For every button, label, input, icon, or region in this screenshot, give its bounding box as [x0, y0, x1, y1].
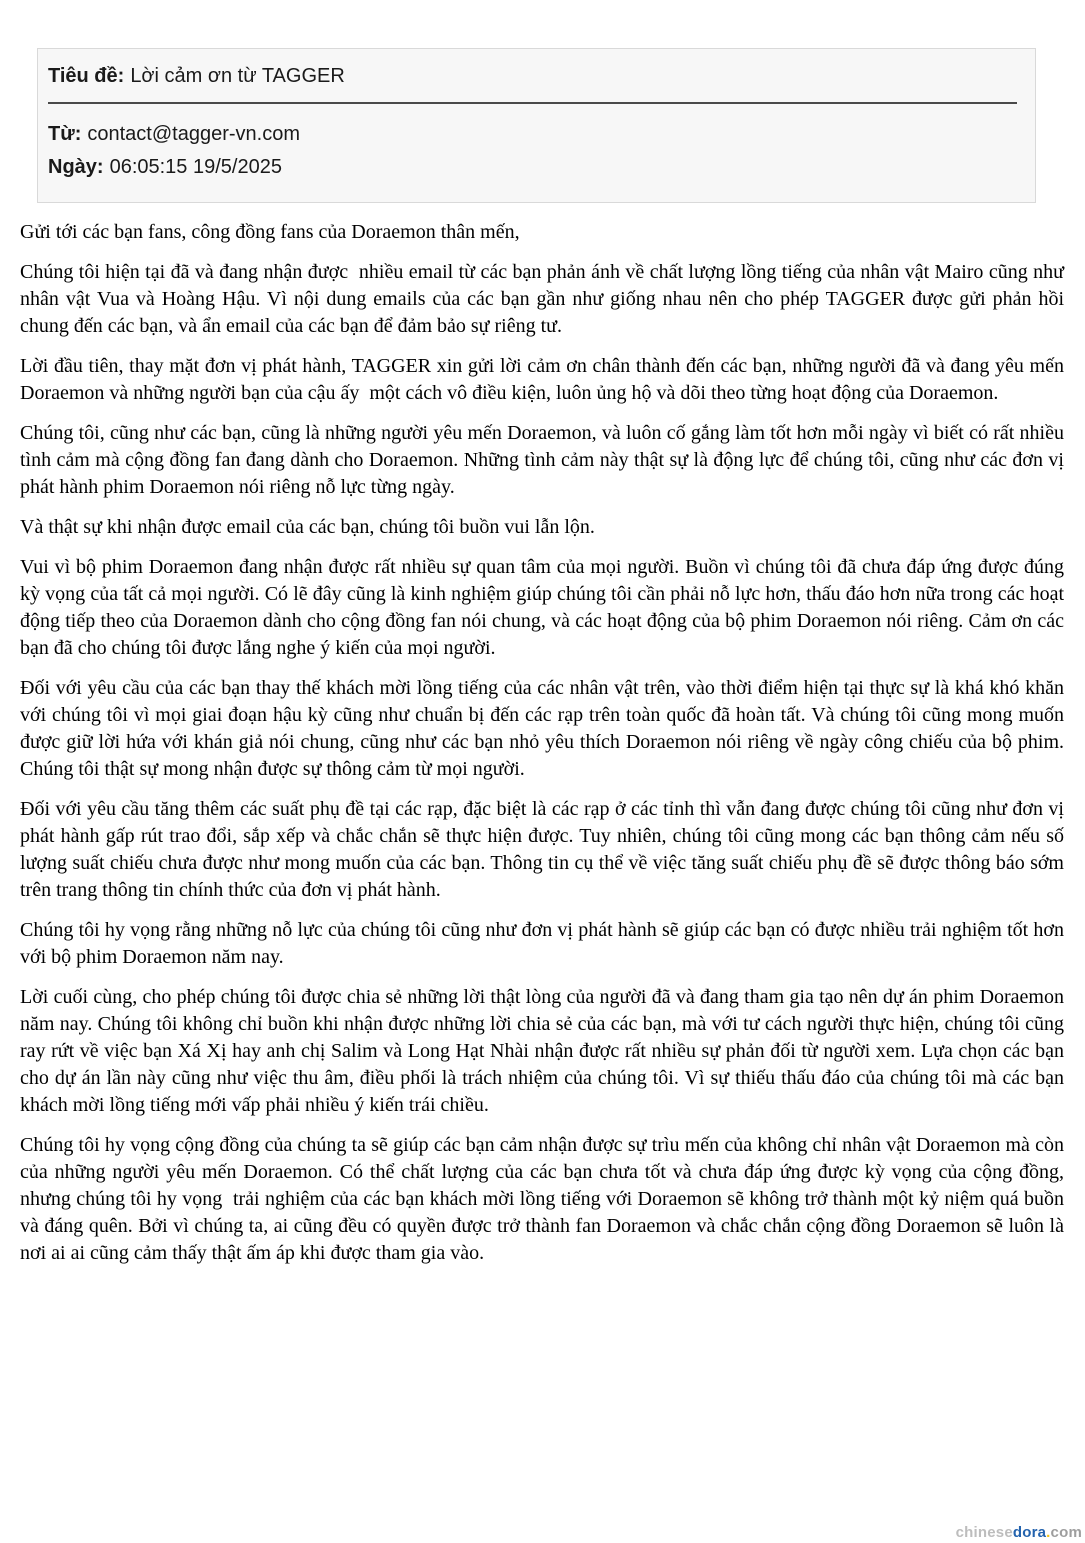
- email-from-row: [48, 118, 1025, 151]
- email-paragraph: Đối với yêu cầu của các bạn thay thế khách mời lồng tiếng của các nhân vật trên, vào thời điểm hiện tại thực sự là khá khó khăn với chúng tôi vì mọi giai đoạn hậu kỳ cũng như chuẩn bị đến các rạp trên toàn quốc đã hoàn tất. Và chúng tôi cũng mong muốn được giữ lời hứa với khán giả nói chung, cũng như các bạn nhỏ yêu thích Doraemon nói riêng về ngày công chiếu của bộ phim. Chúng tôi thật sự mong nhận được sự thông cảm từ mọi người.: [20, 677, 1069, 780]
- email-paragraph: Chúng tôi hy vọng cộng đồng của chúng ta sẽ giúp các bạn cảm nhận được sự trìu mến của không chỉ nhân vật Doraemon mà còn của những người yêu mến Doraemon. Có thể chất lượng của các bạn chưa tốt và chưa đáp ứng được kỳ vọng của cộng đồng, nhưng chúng tôi hy vọng trải nghiệm của các bạn khách mời lồng tiếng với Doraemon sẽ không trở thành một kỷ niệm quá buồn và đáng quên. Bởi vì chúng ta, ai cũng đều có quyền được trở thành fan Doraemon và chắc chắn cộng đồng Doraemon sẽ luôn là nơi ai ai cũng cảm thấy thật ấm áp khi được tham gia vào.: [20, 1134, 1069, 1264]
- watermark-part-chinese: chinese: [955, 1524, 1013, 1541]
- email-paragraph: Chúng tôi, cũng như các bạn, cũng là những người yêu mến Doraemon, và luôn cố gắng làm tốt hơn mỗi ngày vì biết có rất nhiều tình cảm mà cộng đồng fan đang dành cho Doraemon. Những tình cảm này thật sự là động lực để chúng tôi, cũng như các đơn vị phát hành phim Doraemon nói riêng nỗ lực từng ngày.: [20, 422, 1074, 498]
- subject-label: Tiêu đề:: [48, 65, 125, 87]
- email-paragraph: Gửi tới các bạn fans, công đồng fans của Doraemon thân mến,: [20, 221, 520, 243]
- date-label: Ngày:: [48, 156, 104, 178]
- date-value: 06:05:15 19/5/2025: [109, 156, 282, 178]
- chinesedora-watermark: [956, 1524, 1082, 1541]
- watermark-part-com: com: [1050, 1524, 1082, 1541]
- email-header-box: [37, 48, 1036, 203]
- email-paragraph: Chúng tôi hiện tại đã và đang nhận được nhiều email từ các bạn phản ánh về chất lượng lồng tiếng của nhân vật Mairo cũng như nhân vật Vua và Hoàng Hậu. Vì nội dung emails của các bạn gần như giống nhau nên cho phép TAGGER được gửi phản hồi chung đến các bạn, và ẩn email của các bạn để đảm bảo sự riêng tư.: [20, 261, 1069, 337]
- email-subject-row: [48, 63, 1025, 89]
- header-divider: [48, 102, 1017, 104]
- email-paragraph: Lời cuối cùng, cho phép chúng tôi được chia sẻ những lời thật lòng của người đã và đang tham gia tạo nên dự án phim Doraemon năm nay. Chúng tôi không chỉ buồn khi nhận được những lời chia sẻ của các bạn, mà với tư cách người thực hiện, chúng tôi cũng ray rứt về việc bạn Xá Xị hay anh chị Salim và Long Hạt Nhài nhận được rất nhiều sự phản đối từ người xem. Lựa chọn các bạn cho dự án lần này cũng như việc thu âm, điều phối là trách nhiệm của chúng tôi. Vì sự thiếu thấu đáo của chúng tôi mà các bạn khách mời lồng tiếng mới vấp phải nhiều ý kiến trái chiều.: [20, 986, 1069, 1116]
- from-label: Từ:: [48, 123, 82, 145]
- email-page: [0, 48, 1085, 1543]
- subject-value: Lời cảm ơn từ TAGGER: [130, 65, 345, 87]
- email-paragraph: Lời đầu tiên, thay mặt đơn vị phát hành, TAGGER xin gửi lời cảm ơn chân thành đến các bạn, những người đã và đang yêu mến Doraemon và những người bạn của cậu ấy một cách vô điều kiện, luôn ủng hộ và dõi theo từng hoạt động của Doraemon.: [20, 355, 1069, 404]
- from-value: contact@tagger-vn.com: [87, 123, 300, 145]
- email-body: [20, 219, 1074, 1267]
- watermark-part-dot: .: [1046, 1524, 1051, 1541]
- email-paragraph: Và thật sự khi nhận được email của các bạn, chúng tôi buồn vui lẫn lộn.: [20, 516, 595, 538]
- email-paragraph: Đối với yêu cầu tăng thêm các suất phụ đề tại các rạp, đặc biệt là các rạp ở các tỉnh thì vẫn đang được chúng tôi cũng như đơn vị phát hành gấp rút trao đổi, sắp xếp và chắc chắn sẽ thực hiện được. Tuy nhiên, chúng tôi cũng mong các bạn thông cảm nếu số lượng suất chiếu chưa được như mong muốn của các bạn. Thông tin cụ thể về việc tăng suất chiếu phụ đề sẽ được thông báo sớm trên trang thông tin chính thức của đơn vị phát hành.: [20, 798, 1069, 901]
- email-paragraph: Vui vì bộ phim Doraemon đang nhận được rất nhiều sự quan tâm của mọi người. Buồn vì chúng tôi đã chưa đáp ứng được đúng kỳ vọng của tất cả mọi người. Có lẽ đây cũng là kinh nghiệm giúp chúng tôi cần phải nỗ lực hơn, thấu đáo hơn nữa trong các hoạt động tiếp theo của Doraemon dành cho cộng đồng fan nói chung, và các hoạt động của bộ phim Doraemon nói riêng. Cảm ơn các bạn đã cho chúng tôi được lắng nghe ý kiến của mọi người.: [20, 556, 1069, 659]
- email-paragraph: Chúng tôi hy vọng rằng những nỗ lực của chúng tôi cũng như đơn vị phát hành sẽ giúp các bạn có được nhiều trải nghiệm tốt hơn với bộ phim Doraemon năm nay.: [20, 919, 1069, 968]
- email-date-row: [48, 151, 1025, 184]
- watermark-part-dora: dora: [1012, 1524, 1047, 1541]
